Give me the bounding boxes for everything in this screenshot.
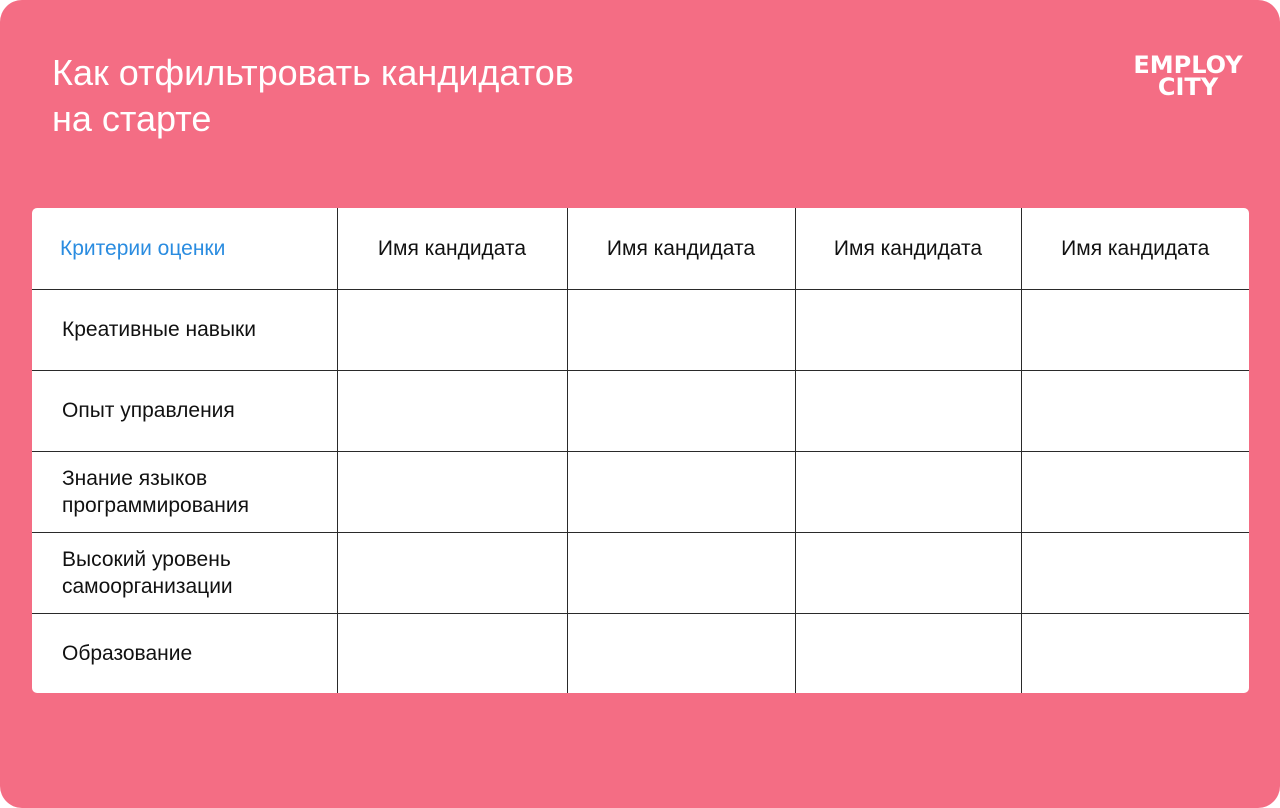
criterion-label-line-1: Высокий уровень bbox=[62, 547, 231, 571]
table-row bbox=[32, 370, 1249, 451]
score-cell[interactable] bbox=[567, 370, 795, 451]
score-cell[interactable] bbox=[1021, 532, 1249, 613]
candidate-header-4: Имя кандидата bbox=[1021, 208, 1249, 289]
page-title-line-2: на старте bbox=[52, 98, 212, 139]
criterion-label bbox=[32, 451, 337, 532]
criteria-header: Критерии оценки bbox=[60, 236, 226, 260]
score-cell[interactable] bbox=[1021, 370, 1249, 451]
criterion-label bbox=[32, 370, 337, 451]
criterion-label bbox=[32, 289, 337, 370]
table-row bbox=[32, 289, 1249, 370]
evaluation-table-container bbox=[32, 208, 1249, 693]
score-cell[interactable] bbox=[337, 532, 567, 613]
table-row bbox=[32, 451, 1249, 532]
page-title-line-1: Как отфильтровать кандидатов bbox=[52, 52, 574, 93]
candidate-header-1: Имя кандидата bbox=[337, 208, 567, 289]
score-cell[interactable] bbox=[1021, 451, 1249, 532]
score-cell[interactable] bbox=[567, 613, 795, 693]
score-cell[interactable] bbox=[795, 451, 1021, 532]
score-cell[interactable] bbox=[795, 289, 1021, 370]
criterion-label-line-1: Опыт управления bbox=[62, 399, 235, 422]
score-cell[interactable] bbox=[795, 370, 1021, 451]
table-header-row bbox=[32, 208, 1249, 289]
criterion-label-line-1: Креативные навыки bbox=[62, 318, 256, 341]
logo-line-1: EMPLOY bbox=[1133, 51, 1243, 79]
score-cell[interactable] bbox=[1021, 289, 1249, 370]
score-cell[interactable] bbox=[337, 451, 567, 532]
score-cell[interactable] bbox=[337, 289, 567, 370]
candidate-header-3: Имя кандидата bbox=[795, 208, 1021, 289]
evaluation-table bbox=[32, 208, 1249, 693]
criterion-label-line-1: Знание языков bbox=[62, 466, 208, 490]
table-row bbox=[32, 613, 1249, 693]
criterion-label-line-2: самоорганизации bbox=[62, 574, 233, 598]
score-cell[interactable] bbox=[795, 613, 1021, 693]
logo-line-2: CITY bbox=[1157, 73, 1219, 101]
score-cell[interactable] bbox=[795, 532, 1021, 613]
table-row bbox=[32, 532, 1249, 613]
employ-city-logo bbox=[1128, 51, 1248, 101]
score-cell[interactable] bbox=[567, 532, 795, 613]
score-cell[interactable] bbox=[337, 613, 567, 693]
candidate-header-2: Имя кандидата bbox=[567, 208, 795, 289]
score-cell[interactable] bbox=[567, 451, 795, 532]
criterion-label bbox=[32, 613, 337, 693]
score-cell[interactable] bbox=[1021, 613, 1249, 693]
criterion-label-line-2: программирования bbox=[62, 493, 250, 517]
criterion-label bbox=[32, 532, 337, 613]
score-cell[interactable] bbox=[567, 289, 795, 370]
score-cell[interactable] bbox=[337, 370, 567, 451]
criterion-label-line-1: Образование bbox=[62, 641, 193, 665]
page-title bbox=[52, 50, 852, 142]
